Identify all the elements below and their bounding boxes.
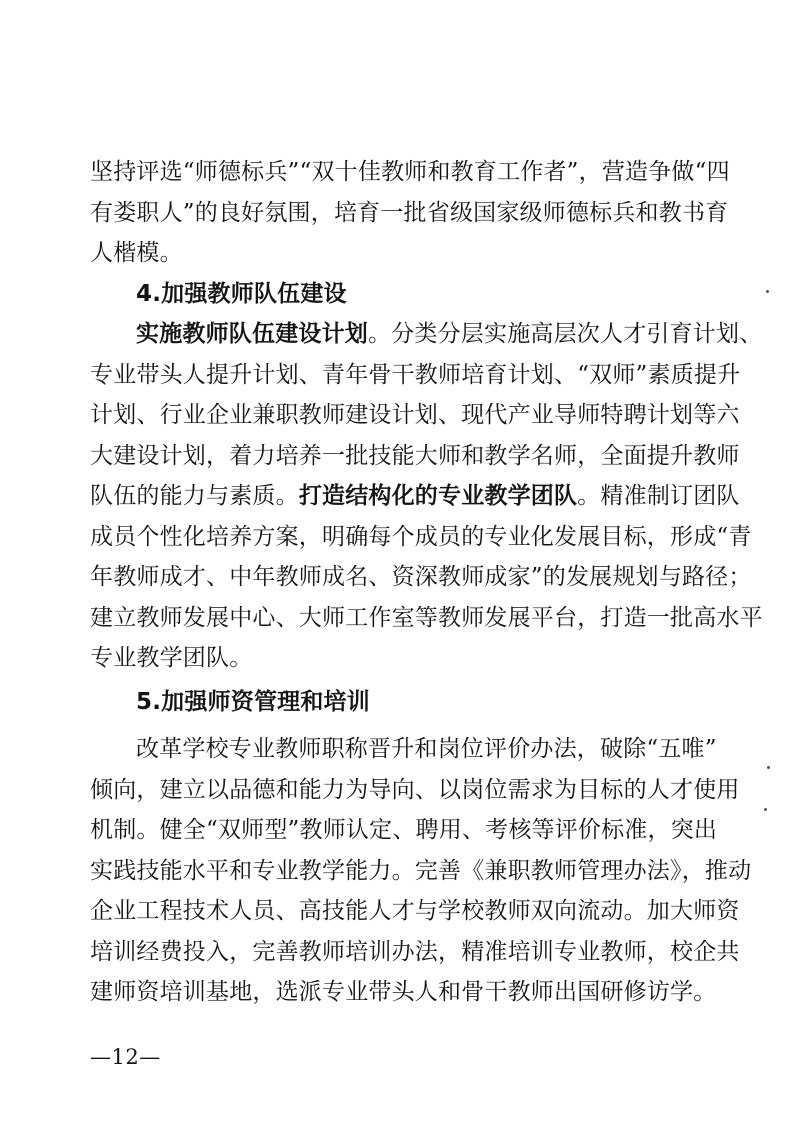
text-line: 专业带头人提升计划、青年骨干教师培育计划、“双师”素质提升 <box>90 361 741 388</box>
paragraph-team-building <box>90 314 763 679</box>
paragraph-management-training <box>90 729 752 1013</box>
bold-phrase-team: 打造结构化的专业教学团队 <box>298 483 578 509</box>
text-line: 企业工程技术人员、高技能人才与学校教师双向流动。加大师资 <box>90 898 740 924</box>
text-span: 。分类分层实施高层次人才引育计划、 <box>368 321 763 347</box>
text-line: 建立教师发展中心、大师工作室等教师发展平台，打造一批高水平 <box>90 604 763 631</box>
paragraph-teacher-ethics <box>90 152 730 274</box>
text-line: 建师资培训基地，选派专业带头人和骨干教师出国研修访学。 <box>90 979 717 1005</box>
text-line: 倾向，建立以品德和能力为导向、以岗位需求为目标的人才使用 <box>90 776 740 803</box>
text-line: 坚持评选“师德标兵”“双十佳教师和教育工作者”，营造争做“四 <box>90 159 730 185</box>
text-line: 年教师成才、中年教师成名、资深教师成家”的发展规划与路径； <box>90 564 752 590</box>
heading-text: 5.加强师资管理和培训 <box>136 689 370 715</box>
text-line: 实践技能水平和专业教学能力。完善《兼职教师管理办法》，推动 <box>90 857 752 884</box>
scan-speck <box>766 290 769 293</box>
section-heading-4 <box>90 274 730 315</box>
scan-speck <box>767 766 770 769</box>
scan-speck <box>764 808 767 811</box>
text-line <box>90 476 740 517</box>
bold-phrase-plan: 实施教师队伍建设计划 <box>136 321 368 347</box>
text-span: 。精准制订团队 <box>577 483 740 509</box>
text-span: 队伍的能力与素质。 <box>90 483 299 509</box>
heading-text: 4.加强教师队伍建设 <box>136 281 347 307</box>
text-line <box>90 314 763 355</box>
section-heading-5 <box>90 682 730 723</box>
text-line: 有娄职人”的良好氛围，培育一批省级国家级师德标兵和教书育 <box>90 199 729 226</box>
text-line: 改革学校专业教师职称晋升和岗位评价办法，破除“五唯” <box>136 736 717 762</box>
text-line: 大建设计划，着力培养一批技能大师和教学名师，全面提升教师 <box>90 442 740 469</box>
page-number: —12— <box>90 1045 161 1069</box>
text-line: 机制。健全“双师型”教师认定、聘用、考核等评价标准，突出 <box>90 817 718 843</box>
text-line: 成员个性化培养方案，明确每个成员的专业化发展目标，形成“青 <box>90 523 752 550</box>
text-line: 人楷模。 <box>90 240 183 266</box>
text-line: 计划、行业企业兼职教师建设计划、现代产业导师特聘计划等六 <box>90 402 740 428</box>
text-line: 专业教学团队。 <box>90 645 253 671</box>
text-line: 培训经费投入，完善教师培训办法，精准培训专业教师，校企共 <box>90 938 740 965</box>
